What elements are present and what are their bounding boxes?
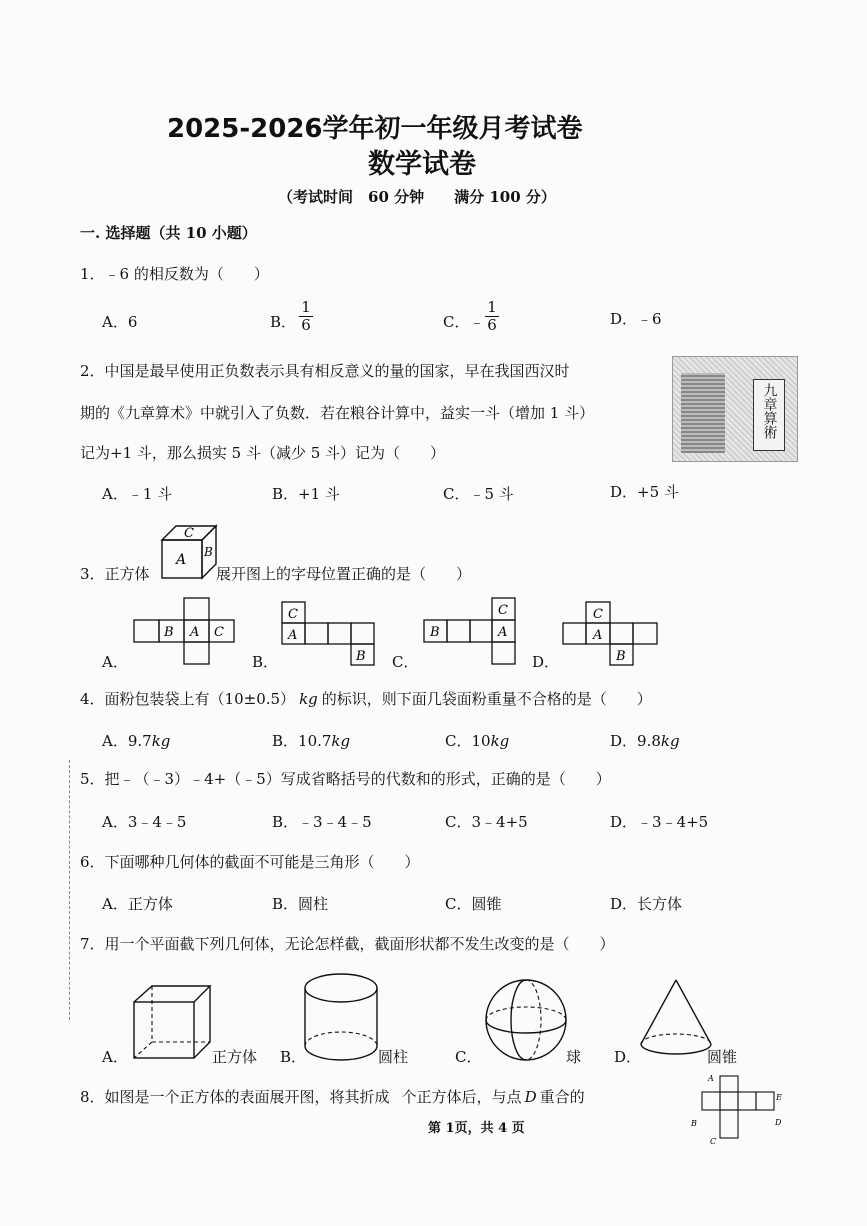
net-point-a: A [708,1074,714,1083]
question-2-line1: 2．中国是最早使用正负数表示具有相反意义的量的国家，早在我国西汉时 [80,362,570,380]
q3-net-b [282,600,382,668]
book-cover [681,373,725,453]
q3-option-c: C． [392,653,419,671]
q8-stem-post: 重合的 [539,1088,585,1106]
net-letter-a: A [498,625,508,640]
q7-cone-label: 圆锥 [707,1048,738,1066]
q4-option-a [102,730,170,751]
net-point-c: C [710,1137,717,1146]
q7-option-c: C． [455,1048,482,1066]
q7-cone-figure [638,978,714,1062]
q8-stem-pre: 8．如图是一个正方体的表面展开图，将其折成 [80,1088,390,1106]
q7-option-b: B． [280,1048,307,1066]
binding-cut-line [69,760,70,1020]
q7-sphere-figure [484,978,570,1062]
q2-option-a: A．﹣1 斗 [102,485,173,503]
net-letter-b: B [356,649,366,664]
q8-stem-mid: 个正方体后，与点 [401,1088,522,1106]
q4-option-b-value: B．10.7 [272,732,332,750]
net-letter-b: B [430,625,440,640]
net-letter-c: C [498,603,508,618]
fraction-denominator: 6 [301,316,311,334]
net-letter-b: B [616,649,626,664]
q4-option-c [445,730,509,751]
q6-option-d: D．长方体 [610,895,683,913]
q4-unit: kg [660,732,680,750]
q4-option-d [610,730,680,751]
question-3-prefix: 3．正方体 [80,565,150,583]
exam-info: （考试时间 60 分钟 满分 100 分） [278,188,556,206]
net-letter-c: C [288,607,298,622]
fraction-numerator: 1 [485,299,499,317]
q4-option-a-value: A．9.7 [102,732,152,750]
q8-point-label: D [524,1088,537,1106]
question-7-stem: 7．用一个平面截下列几何体，无论怎样截，截面形状都不发生改变的是（ ） [80,935,615,953]
q5-option-c: C．3﹣4+5 [445,813,528,831]
q7-cylinder-figure [302,972,380,1064]
net-letter-c: C [214,625,224,640]
q5-option-b: B．﹣3﹣4﹣5 [272,813,372,831]
cube-letter-right: B [204,545,213,559]
net-letter-a: A [190,625,200,640]
q5-option-a: A．3﹣4﹣5 [102,813,187,831]
q1-option-b-fraction [299,299,313,334]
q7-option-a: A． [102,1048,128,1066]
q7-cube-label: 正方体 [212,1048,258,1066]
q1-option-c-fraction [485,299,499,334]
q6-option-a: A．正方体 [102,895,173,913]
q4-unit: kg [299,690,318,708]
question-3-suffix: 展开图上的字母位置正确的是（ ） [216,565,472,583]
q1-option-b: B． [270,313,297,331]
q1-option-a: A．6 [102,313,138,331]
question-2-line2: 期的《九章算术》中就引入了负数．若在粮谷计算中，益实一斗（增加 1 斗） [80,404,595,422]
q7-cylinder-label: 圆柱 [378,1048,409,1066]
fraction-numerator: 1 [299,299,313,317]
q3-option-a: A． [102,653,128,671]
net-point-d: D [775,1118,782,1127]
jiuzhang-book-image [672,356,798,462]
cube-letter-front: A [176,552,187,568]
net-letter-a: A [288,628,298,643]
q3-option-d: D． [532,653,560,671]
net-letter-a: A [593,628,603,643]
q4-unit: kg [331,732,351,750]
q3-net-c [424,598,524,666]
q7-cube-figure [132,984,212,1060]
question-5-stem: 5．把﹣（﹣3）﹣4+（﹣5）写成省略括号的代数和的形式，正确的是（ ） [80,770,611,788]
question-1-stem: 1．﹣6 的相反数为（ ） [80,265,269,283]
q3-option-b: B． [252,653,279,671]
q8-cube-net-figure [688,1070,788,1146]
q6-option-b: B．圆柱 [272,895,329,913]
q3-net-a [134,598,244,666]
q2-option-d: D．+5 斗 [610,483,679,501]
question-2-line3: 记为+1 斗，那么损实 5 斗（减少 5 斗）记为（ ） [80,444,446,462]
book-spine-label [753,379,785,451]
question-4-stem [80,688,652,709]
page-title: 2025-2026学年初一年级月考试卷 [167,114,583,144]
q2-option-b: B．+1 斗 [272,485,340,503]
cube-figure [160,524,216,580]
q4-unit: kg [151,732,171,750]
q5-option-d: D．﹣3﹣4+5 [610,813,709,831]
q6-option-c: C．圆锥 [445,895,502,913]
q1-option-c: C．﹣ [443,313,485,331]
net-point-e: E [776,1093,782,1102]
q4-option-b [272,730,350,751]
book-title-text: 九章算術 [761,383,778,439]
fraction-denominator: 6 [487,316,497,334]
section-heading: 一. 选择题（共 10 小题） [80,224,257,242]
question-6-stem: 6．下面哪种几何体的截面不可能是三角形（ ） [80,853,420,871]
net-letter-c: C [593,607,603,622]
q7-sphere-label: 球 [566,1048,582,1066]
q4-option-c-value: C．10 [445,732,491,750]
cube-letter-top: C [184,526,194,541]
q2-option-c: C．﹣5 斗 [443,485,514,503]
q1-option-d: D．﹣6 [610,310,662,328]
q3-net-d [563,600,663,668]
q7-option-d: D． [614,1048,642,1066]
net-letter-b: B [164,625,174,640]
q4-option-d-value: D．9.8 [610,732,661,750]
question-8-stem [80,1086,585,1107]
q4-stem-post: 的标识，则下面几袋面粉重量不合格的是（ ） [321,690,652,708]
net-point-b: B [691,1119,697,1128]
q4-stem-pre: 4．面粉包装袋上有（10±0.5） [80,690,296,708]
page-subtitle: 数学试卷 [368,149,476,180]
q4-unit: kg [490,732,510,750]
page-footer: 第 1页，共 4 页 [428,1121,525,1136]
